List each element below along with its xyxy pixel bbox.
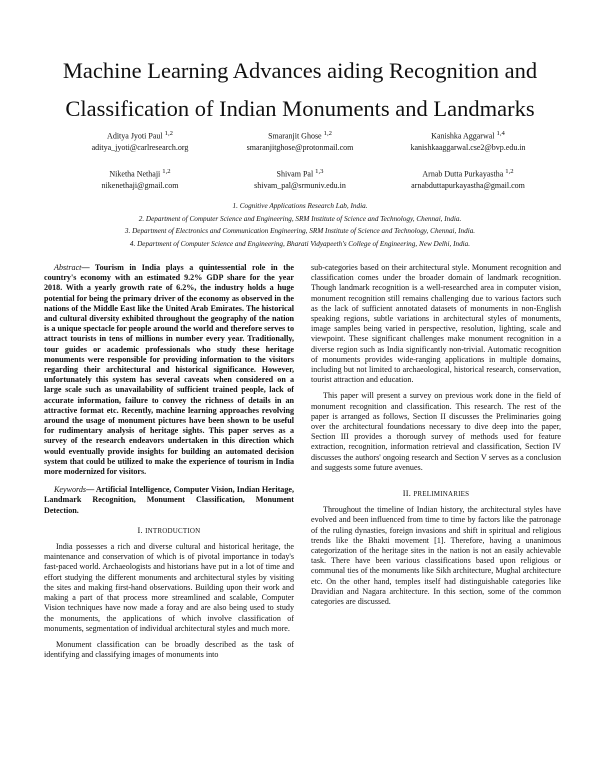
intro-paragraph-1: India possesses a rich and diverse cultural and historical heritage, the maintenance and conservation of which is of pivotal importance in today's fast-paced world. Archaeologists and historians have put in a lot of time and effort studying the different monuments and architectural styles by visiting the sites and making first-hand observations. Building upon their work and making a part of that process more streamlined and scalable, Computer Vision techniques have now made a foray and are also being used to study the monuments, the applications of which involve classification of monuments, segmentation of individual architectural styles and much more. <box>44 542 294 633</box>
affiliation-3: 3. Department of Electronics and Communication Engineering, SRM Institute of Science and Technology, Chennai, India. <box>124 227 476 235</box>
author-name: Niketha Nethaji <box>109 169 161 179</box>
intro-paragraph-2: Monument classification can be broadly described as the task of identifying and classifying images of monuments into <box>44 639 294 660</box>
author-affil-sup: 1,2 <box>162 168 171 175</box>
author-name: Shivam Pal <box>276 169 314 179</box>
intro-paragraph-4: This paper will present a survey on previous work done in the field of monument recognition and classification. This research. The rest of the paper is arranged as follows, Section II discusses the Preliminaries going over the architectural foundations necessary to dive deep into the paper, Section III provides a thorough survey of methods used for feature extraction, recognition, information retrieval and classification, Section IV discusses the authors' ongoing research and Section V serves as a conclusion and suggests some future avenues. <box>311 391 561 472</box>
author-email[interactable]: smaranjitghose@protonmail.com <box>246 142 354 152</box>
keywords-label: Keywords <box>54 485 87 495</box>
author-6 <box>368 166 568 191</box>
section-heading-preliminaries <box>311 489 561 499</box>
section-number: I. <box>137 525 143 535</box>
affiliation-4: 4. Department of Computer Science and Engineering, Bharati Vidyapeeth's College of Engineering, New Delhi, India. <box>129 239 471 248</box>
section-title: INTRODUCTION <box>145 526 201 535</box>
author-email[interactable]: aditya_jyoti@carlresearch.org <box>91 142 189 152</box>
author-email[interactable]: nikenethaji@gmail.com <box>101 180 179 190</box>
section-title: PRELIMINARIES <box>413 490 470 499</box>
author-name: Arnab Dutta Purkayastha <box>422 169 504 179</box>
prelim-paragraph-1: Throughout the timeline of Indian history, the architectural styles have evolved and been influenced from time to time by factors like the patronage of the ruling dynasties, foreign invasions and shift in spiritual and religious trends like the Bhakti movement [1]. Therefore, having a unanimous categorization of the heritage sites in the nation is not an easily achievable task. There have been various classifications based upon religious or communal ties of the monuments like Sikh architecture, Mughal architecture etc. On the other hand, temples itself had distinguishable categories like Dravidian and Nagara architecture. In this section, some of the common categories are discussed. <box>311 505 561 607</box>
keywords-text: — Artificial Intelligence, Computer Vision, Indian Heritage, Landmark Recognition, Monument Classification, Monument Detection. <box>44 485 294 515</box>
section-heading-introduction <box>44 526 294 536</box>
author-3 <box>368 128 568 153</box>
section-number: II. <box>402 489 412 499</box>
author-affil-sup: 1,3 <box>315 168 324 175</box>
affiliations <box>40 200 560 250</box>
intro-paragraph-3: sub-categories based on their architectural style. Monument recognition and classification comes under the broader domain of landmark recognition. Though landmark recognition is a well-researched area in computer vision, monument recognition still remains challenging due to various factors such as the lack of sufficient annotated datasets of monuments in non-English speaking regions, subtle variations in architectural styles of monuments, image samples being varied in perspective, resolution, lighting, scale and viewpoint. These significant challenges make monument recognition in a diverse region such as India significantly non-trivial. Automatic recognition of monuments provides wide-ranging applications in multiple domains, including but not limited to archaeological, historical research, conservation, tourist attraction and education. <box>311 263 561 385</box>
right-column <box>311 263 561 613</box>
author-email[interactable]: shivam_pal@srmuniv.edu.in <box>254 180 346 190</box>
author-name: Aditya Jyoti Paul <box>107 131 163 141</box>
affiliation-2: 2. Department of Computer Science and Engineering, SRM Institute of Science and Technology, Chennai, India. <box>138 214 462 223</box>
author-affil-sup: 1,2 <box>164 130 173 137</box>
keywords <box>44 485 294 516</box>
left-column <box>44 263 294 666</box>
abstract <box>44 263 294 477</box>
author-affil-sup: 1,4 <box>496 130 505 137</box>
affiliation-1: 1. Cognitive Applications Research Lab, India. <box>232 202 368 210</box>
author-name: Smaranjit Ghose <box>268 131 322 141</box>
author-email[interactable]: arnabduttapurkayastha@gmail.com <box>411 180 525 190</box>
abstract-label: Abstract <box>54 263 82 272</box>
author-email[interactable]: kanishkaaggarwal.cse2@bvp.edu.in <box>410 142 526 152</box>
author-name: Kanishka Aggarwal <box>431 131 495 141</box>
title-line-2: Classification of Indian Monuments and Landmarks <box>65 96 535 121</box>
title-line-1: Machine Learning Advances aiding Recognition and <box>62 58 538 83</box>
author-affil-sup: 1,2 <box>323 130 332 137</box>
author-affil-sup: 1,2 <box>505 168 514 175</box>
paper-title <box>30 52 570 128</box>
abstract-text: — Tourism in India plays a quintessential role in the country's economy with an estimated 9.2% GDP share for the year 2018. With a yearly growth rate of 6.2%, the industry holds a huge potential for being the primary driver of the economy as observed in the nations of the Middle East like the United Arab Emirates. The historical and cultural diversity exhibited throughout the geography of the nation is a unique spectacle for people around the world and therefore serves to attract tourists in tens of millions in number every year. Traditionally, tour guides or academic professionals who study these heritage monuments were responsible for providing information to the visitors regarding their architectural and historical significance. However, unfortunately this system has several caveats when considered on a large scale such as unavailability of sufficient trained people, lack of accurate information, failure to convey the richness of details in an attractive format etc. Recently, machine learning approaches revolving around the usage of monument pictures have been shown to be useful for rudimentary analysis of heritage sights. This paper serves as a survey of the research endeavors undertaken in this direction which would eventually provide insights for building an automated decision system that could be utilized to make the experience of tourism in India more modernized for visitors. <box>44 263 294 477</box>
